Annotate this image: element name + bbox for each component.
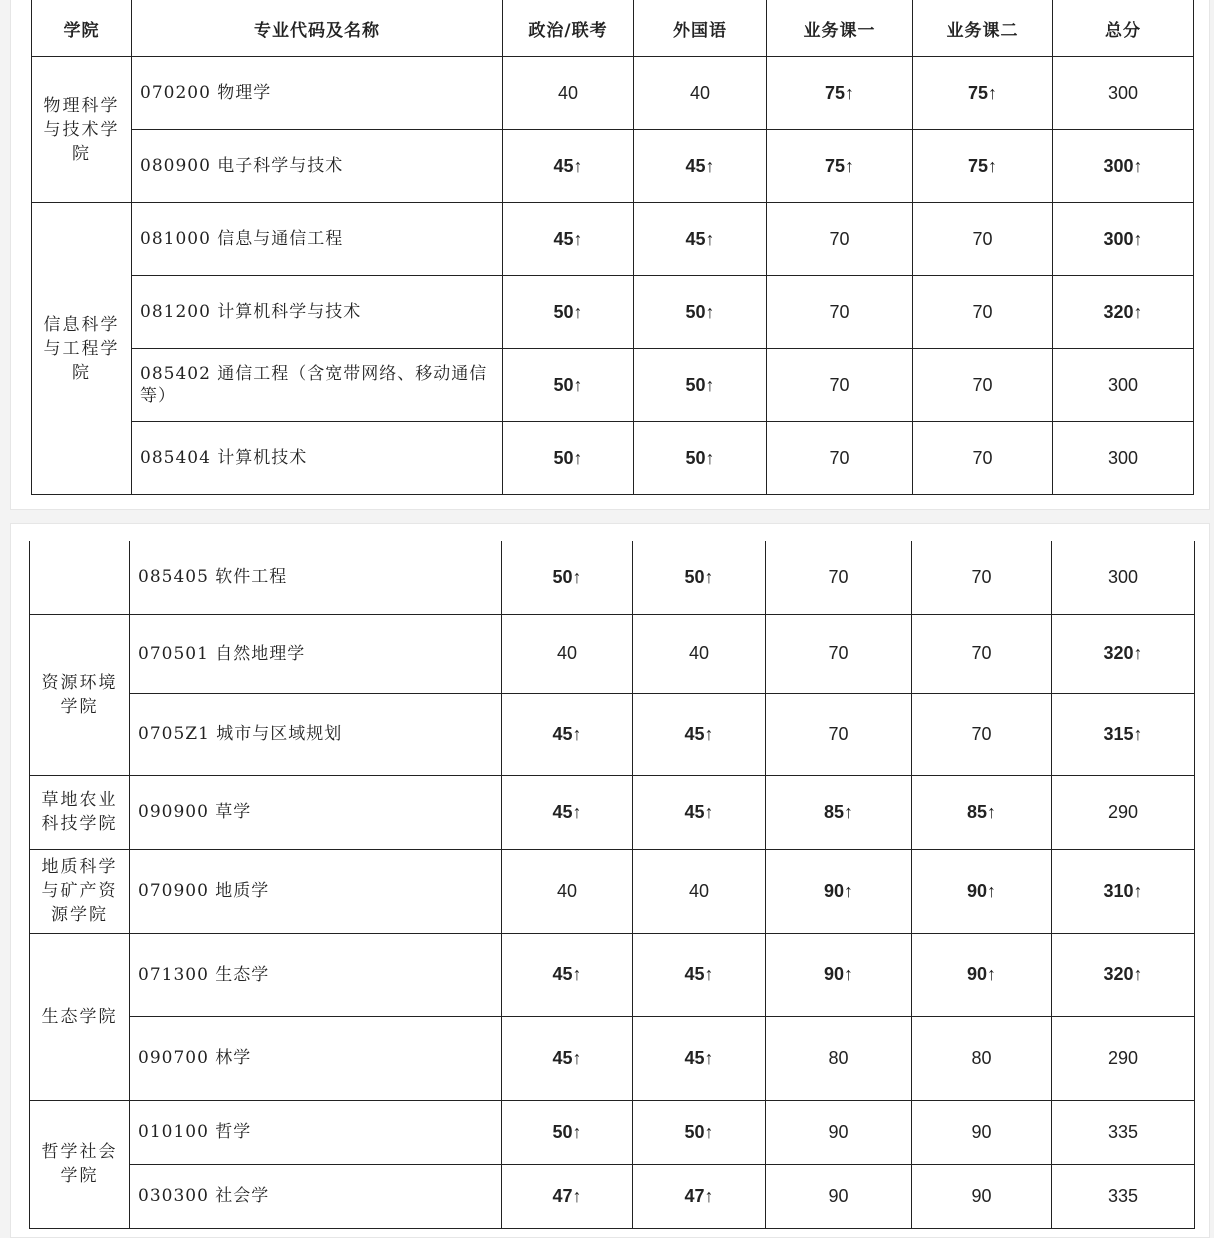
course1-cell: 70 [767,349,913,422]
college-cell: 草地农业科技学院 [30,775,130,849]
foreign-cell: 45↑ [633,693,766,775]
major-cell: 070200 物理学 [132,57,503,130]
course1-cell: 75↑ [767,130,913,203]
foreign-cell: 50↑ [634,422,767,495]
politics-cell: 45↑ [502,933,633,1016]
course1-cell: 70 [767,276,913,349]
course1-cell: 70 [766,541,912,614]
table-panel-2 [10,523,1210,1238]
course2-cell: 90 [912,1164,1052,1228]
foreign-cell: 50↑ [633,1100,766,1164]
table-panel-1 [10,0,1210,510]
total-cell: 300↑ [1053,203,1194,276]
major-cell: 085402 通信工程（含宽带网络、移动通信等） [132,349,503,422]
major-cell: 081200 计算机科学与技术 [132,276,503,349]
total-cell: 300 [1053,57,1194,130]
politics-cell: 45↑ [502,693,633,775]
course2-cell: 75↑ [913,57,1053,130]
politics-cell: 47↑ [502,1164,633,1228]
table-header-row [32,0,1194,57]
foreign-cell: 45↑ [633,1016,766,1100]
table-row [30,614,1195,693]
course2-cell: 70 [913,276,1053,349]
college-cell: 哲学社会学院 [30,1100,130,1228]
header-college: 学院 [32,0,132,57]
college-cell: 生态学院 [30,933,130,1100]
table-row [30,1164,1195,1228]
course2-cell: 70 [912,614,1052,693]
foreign-cell: 40 [633,849,766,933]
foreign-cell: 50↑ [634,349,767,422]
politics-cell: 40 [503,57,634,130]
table-row [32,276,1194,349]
total-cell: 335 [1052,1164,1195,1228]
major-cell: 030300 社会学 [130,1164,502,1228]
total-cell: 300↑ [1053,130,1194,203]
politics-cell: 45↑ [503,130,634,203]
score-table-part-2 [29,541,1195,1229]
politics-cell: 50↑ [502,1100,633,1164]
header-foreign: 外国语 [634,0,767,57]
politics-cell: 40 [502,614,633,693]
course2-cell: 90↑ [912,849,1052,933]
politics-cell: 50↑ [502,541,633,614]
total-cell: 310↑ [1052,849,1195,933]
table-row [32,130,1194,203]
course2-cell: 70 [913,349,1053,422]
course2-cell: 85↑ [912,775,1052,849]
total-cell: 315↑ [1052,693,1195,775]
major-cell: 010100 哲学 [130,1100,502,1164]
major-cell: 081000 信息与通信工程 [132,203,503,276]
course2-cell: 80 [912,1016,1052,1100]
total-cell: 290 [1052,1016,1195,1100]
college-cell: 物理科学与技术学院 [32,57,132,203]
total-cell: 320↑ [1052,614,1195,693]
college-cell: 信息科学与工程学院 [32,203,132,495]
table-row [32,349,1194,422]
course1-cell: 70 [766,693,912,775]
foreign-cell: 45↑ [633,775,766,849]
table-row [30,1016,1195,1100]
foreign-cell: 47↑ [633,1164,766,1228]
course2-cell: 70 [913,203,1053,276]
major-cell: 085404 计算机技术 [132,422,503,495]
header-politics: 政治/联考 [503,0,634,57]
table-row [30,933,1195,1016]
college-cell-continued [30,541,130,614]
course1-cell: 80 [766,1016,912,1100]
course2-cell: 90 [912,1100,1052,1164]
table-row [32,203,1194,276]
course1-cell: 70 [766,614,912,693]
total-cell: 300 [1053,422,1194,495]
table-row [30,849,1195,933]
course2-cell: 70 [913,422,1053,495]
foreign-cell: 50↑ [634,276,767,349]
politics-cell: 50↑ [503,276,634,349]
table-row [30,1100,1195,1164]
course1-cell: 70 [767,422,913,495]
major-cell: 070501 自然地理学 [130,614,502,693]
course1-cell: 90↑ [766,849,912,933]
course1-cell: 70 [767,203,913,276]
table-row [30,775,1195,849]
total-cell: 300 [1053,349,1194,422]
politics-cell: 45↑ [503,203,634,276]
major-cell: 090900 草学 [130,775,502,849]
politics-cell: 50↑ [503,422,634,495]
score-table-part-1 [31,0,1194,495]
foreign-cell: 45↑ [634,203,767,276]
foreign-cell: 45↑ [634,130,767,203]
course2-cell: 70 [912,693,1052,775]
course2-cell: 75↑ [913,130,1053,203]
total-cell: 300 [1052,541,1195,614]
total-cell: 320↑ [1053,276,1194,349]
politics-cell: 45↑ [502,775,633,849]
total-cell: 335 [1052,1100,1195,1164]
header-course1: 业务课一 [767,0,913,57]
course1-cell: 90↑ [766,933,912,1016]
politics-cell: 45↑ [502,1016,633,1100]
major-cell: 071300 生态学 [130,933,502,1016]
major-cell: 085405 软件工程 [130,541,502,614]
foreign-cell: 50↑ [633,541,766,614]
course1-cell: 90 [766,1100,912,1164]
college-cell: 资源环境学院 [30,614,130,775]
total-cell: 290 [1052,775,1195,849]
total-cell: 320↑ [1052,933,1195,1016]
course1-cell: 75↑ [767,57,913,130]
major-cell: 0705Z1 城市与区域规划 [130,693,502,775]
header-course2: 业务课二 [913,0,1053,57]
course2-cell: 70 [912,541,1052,614]
table-row [32,422,1194,495]
major-cell: 090700 林学 [130,1016,502,1100]
college-cell: 地质科学与矿产资源学院 [30,849,130,933]
politics-cell: 40 [502,849,633,933]
table-row [30,541,1195,614]
politics-cell: 50↑ [503,349,634,422]
course1-cell: 90 [766,1164,912,1228]
table-row [30,693,1195,775]
course2-cell: 90↑ [912,933,1052,1016]
foreign-cell: 40 [634,57,767,130]
foreign-cell: 40 [633,614,766,693]
header-major: 专业代码及名称 [132,0,503,57]
foreign-cell: 45↑ [633,933,766,1016]
major-cell: 070900 地质学 [130,849,502,933]
major-cell: 080900 电子科学与技术 [132,130,503,203]
table-row [32,57,1194,130]
header-total: 总分 [1053,0,1194,57]
course1-cell: 85↑ [766,775,912,849]
